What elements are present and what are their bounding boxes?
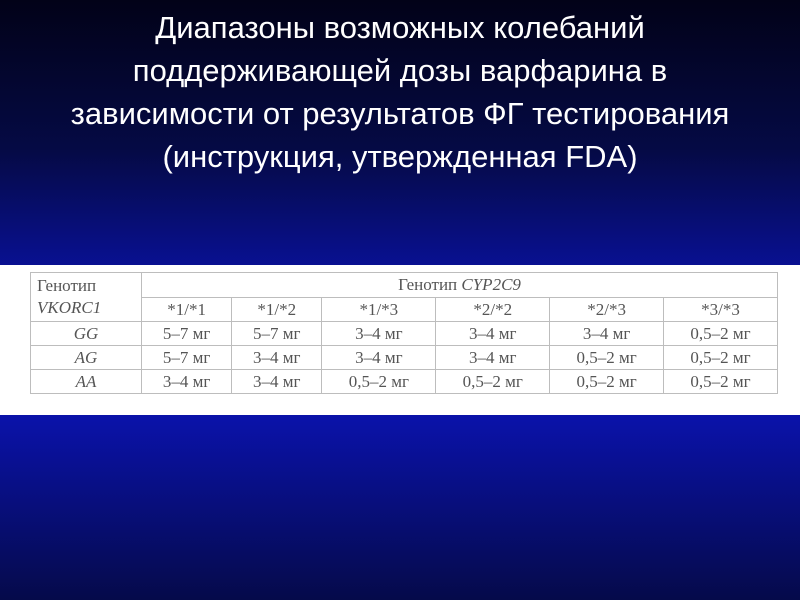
dose-cell: 3–4 мг — [436, 346, 550, 370]
dose-cell: 3–4 мг — [322, 346, 436, 370]
column-header: *3/*3 — [664, 298, 778, 322]
title-line: (инструкция, утвержденная FDA) — [162, 139, 638, 174]
vkorc1-gene-name: VKORC1 — [37, 298, 102, 317]
dose-cell: 0,5–2 мг — [322, 370, 436, 394]
dose-cell: 3–4 мг — [232, 346, 322, 370]
column-header: *1/*3 — [322, 298, 436, 322]
row-genotype: GG — [31, 322, 142, 346]
slide-title — [0, 6, 800, 178]
dose-cell: 0,5–2 мг — [550, 346, 664, 370]
cyp2c9-header-cell — [142, 273, 778, 298]
warfarin-dose-table — [30, 272, 778, 394]
dose-cell: 0,5–2 мг — [664, 370, 778, 394]
title-line: поддерживающей дозы варфарина в — [132, 53, 668, 88]
title-line: зависимости от результатов ФГ тестирования — [70, 96, 730, 131]
table-panel — [0, 265, 800, 415]
cyp2c9-gene-name: CYP2C9 — [461, 275, 521, 294]
row-genotype: AG — [31, 346, 142, 370]
column-header-row — [31, 298, 778, 322]
cyp2c9-header-label: Генотип — [398, 275, 458, 294]
vkorc1-header-label: Генотип — [37, 276, 97, 295]
dose-cell: 0,5–2 мг — [664, 322, 778, 346]
dose-cell: 3–4 мг — [550, 322, 664, 346]
column-header: *1/*1 — [142, 298, 232, 322]
dose-cell: 5–7 мг — [142, 322, 232, 346]
dose-cell: 5–7 мг — [142, 346, 232, 370]
dose-cell: 5–7 мг — [232, 322, 322, 346]
table-row — [31, 370, 778, 394]
column-header: *2/*3 — [550, 298, 664, 322]
dose-cell: 3–4 мг — [436, 322, 550, 346]
column-header: *2/*2 — [436, 298, 550, 322]
table-header-row — [31, 273, 778, 298]
dose-cell: 3–4 мг — [142, 370, 232, 394]
column-header: *1/*2 — [232, 298, 322, 322]
dose-cell: 0,5–2 мг — [550, 370, 664, 394]
table-row — [31, 322, 778, 346]
dose-cell: 0,5–2 мг — [664, 346, 778, 370]
dose-cell: 3–4 мг — [322, 322, 436, 346]
title-line: Диапазоны возможных колебаний — [155, 10, 645, 45]
dose-cell: 3–4 мг — [232, 370, 322, 394]
table-row — [31, 346, 778, 370]
row-genotype: AA — [31, 370, 142, 394]
dose-cell: 0,5–2 мг — [436, 370, 550, 394]
vkorc1-header-cell — [31, 273, 142, 322]
